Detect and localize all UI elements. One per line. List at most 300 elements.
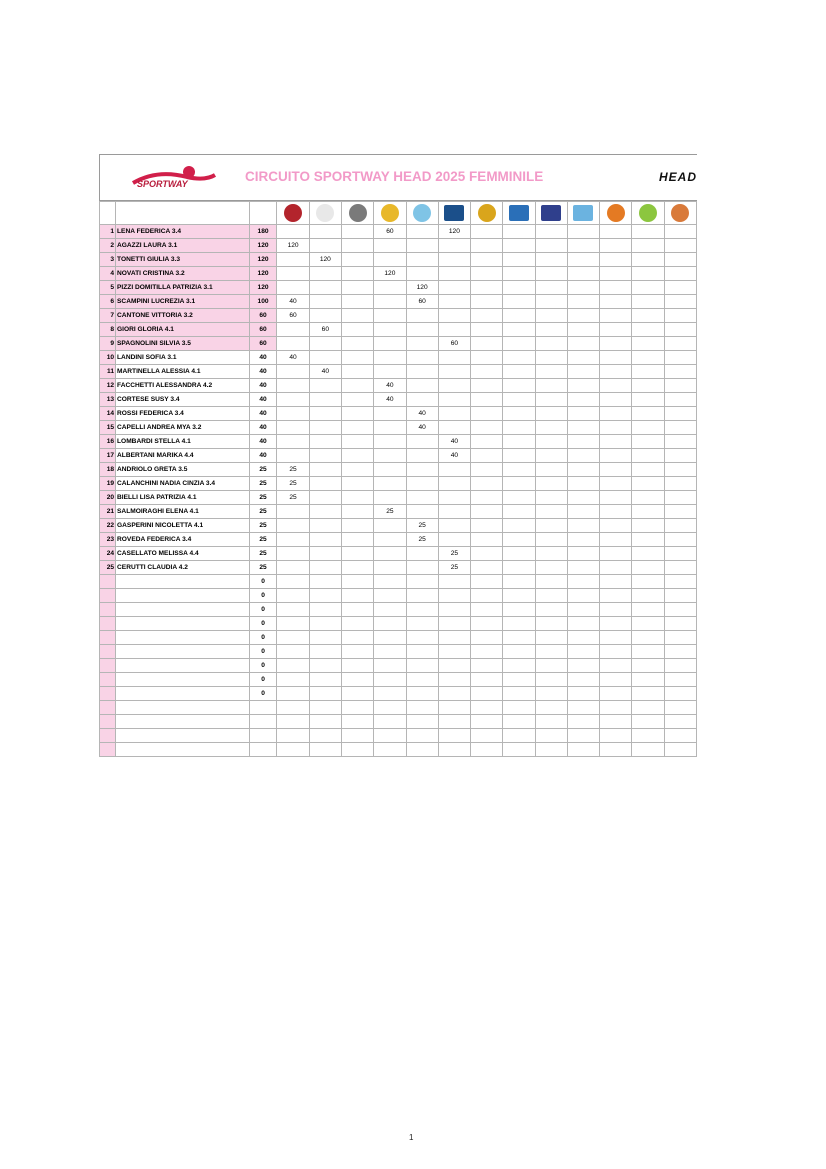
total-points-cell: 40 <box>249 365 277 379</box>
event-points-cell <box>503 617 535 631</box>
event-points-cell: 120 <box>309 253 341 267</box>
event-points-cell <box>632 547 664 561</box>
event-points-cell <box>471 575 503 589</box>
position-cell: 15 <box>100 421 116 435</box>
event-points-cell <box>471 589 503 603</box>
total-points-cell: 180 <box>249 225 277 239</box>
event-points-cell <box>438 477 470 491</box>
event-points-cell <box>471 687 503 701</box>
position-cell: 9 <box>100 337 116 351</box>
event-points-cell <box>374 589 406 603</box>
event-points-cell <box>406 715 438 729</box>
event-points-cell <box>309 435 341 449</box>
event-points-cell <box>341 309 373 323</box>
event-points-cell <box>406 631 438 645</box>
event-points-cell <box>535 225 567 239</box>
position-cell <box>100 673 116 687</box>
event-points-cell <box>374 407 406 421</box>
event-points-cell <box>600 533 632 547</box>
player-name-cell <box>116 743 250 757</box>
position-cell <box>100 743 116 757</box>
event-points-cell <box>567 309 599 323</box>
club-logo-green-yellow-icon <box>639 204 657 222</box>
ranking-table <box>99 201 697 757</box>
logo-text: SPORTWAY <box>137 179 188 189</box>
position-cell <box>100 715 116 729</box>
club-logo-light-text-icon <box>573 205 593 221</box>
event-points-cell: 120 <box>374 267 406 281</box>
table-row <box>100 645 697 659</box>
event-points-cell <box>471 491 503 505</box>
event-points-cell <box>632 309 664 323</box>
player-name-cell <box>116 617 250 631</box>
event-points-cell <box>600 491 632 505</box>
event-points-cell <box>567 645 599 659</box>
event-points-cell <box>664 407 696 421</box>
event-points-cell <box>503 687 535 701</box>
event-points-cell <box>374 421 406 435</box>
event-points-cell <box>535 519 567 533</box>
event-points-cell <box>374 435 406 449</box>
player-name-cell: SPAGNOLINI SILVIA 3.5 <box>116 337 250 351</box>
event-points-cell <box>406 645 438 659</box>
player-name-cell: GASPERINI NICOLETTA 4.1 <box>116 519 250 533</box>
table-row <box>100 547 697 561</box>
event-points-cell <box>471 603 503 617</box>
logo-cell <box>438 202 470 225</box>
event-points-cell <box>277 505 309 519</box>
position-cell: 20 <box>100 491 116 505</box>
event-points-cell <box>535 589 567 603</box>
position-cell: 24 <box>100 547 116 561</box>
event-points-cell <box>664 267 696 281</box>
event-points-cell <box>406 393 438 407</box>
logo-cell <box>632 202 664 225</box>
event-points-cell <box>438 701 470 715</box>
player-name-cell <box>116 603 250 617</box>
event-points-cell <box>406 253 438 267</box>
player-name-cell: ALBERTANI MARIKA 4.4 <box>116 449 250 463</box>
table-row <box>100 393 697 407</box>
logo-cell <box>503 202 535 225</box>
table-row <box>100 701 697 715</box>
event-points-cell <box>567 631 599 645</box>
event-points-cell <box>503 575 535 589</box>
event-points-cell <box>535 393 567 407</box>
event-points-cell <box>374 449 406 463</box>
event-points-cell <box>600 281 632 295</box>
position-cell <box>100 645 116 659</box>
event-points-cell <box>341 477 373 491</box>
table-row <box>100 743 697 757</box>
player-name-cell: CASELLATO MELISSA 4.4 <box>116 547 250 561</box>
table-row <box>100 603 697 617</box>
event-points-cell <box>567 421 599 435</box>
event-points-cell <box>341 519 373 533</box>
event-points-cell <box>600 253 632 267</box>
event-points-cell <box>277 365 309 379</box>
total-points-cell: 25 <box>249 463 277 477</box>
event-points-cell: 60 <box>374 225 406 239</box>
event-points-cell <box>438 281 470 295</box>
event-points-cell <box>406 617 438 631</box>
event-points-cell <box>600 589 632 603</box>
player-name-cell: SALMOIRAGHI ELENA 4.1 <box>116 505 250 519</box>
event-points-cell <box>632 463 664 477</box>
event-points-cell <box>471 729 503 743</box>
event-points-cell <box>600 295 632 309</box>
event-points-cell <box>632 491 664 505</box>
event-points-cell <box>600 603 632 617</box>
total-points-cell: 0 <box>249 575 277 589</box>
event-points-cell <box>600 351 632 365</box>
event-points-cell <box>600 547 632 561</box>
event-points-cell <box>535 435 567 449</box>
event-points-cell <box>503 491 535 505</box>
total-points-cell: 60 <box>249 309 277 323</box>
event-points-cell: 40 <box>277 351 309 365</box>
event-points-cell <box>567 281 599 295</box>
event-points-cell <box>438 631 470 645</box>
event-points-cell <box>503 421 535 435</box>
club-logo-blue-text-icon <box>509 205 529 221</box>
event-points-cell <box>438 645 470 659</box>
event-points-cell <box>309 687 341 701</box>
event-points-cell <box>535 309 567 323</box>
event-points-cell <box>341 715 373 729</box>
event-points-cell <box>374 547 406 561</box>
event-points-cell: 25 <box>277 491 309 505</box>
event-points-cell <box>277 631 309 645</box>
event-points-cell <box>471 421 503 435</box>
event-points-cell <box>503 253 535 267</box>
event-points-cell <box>309 407 341 421</box>
event-points-cell <box>535 743 567 757</box>
event-points-cell <box>567 379 599 393</box>
event-points-cell <box>309 239 341 253</box>
event-points-cell: 40 <box>277 295 309 309</box>
event-points-cell <box>664 645 696 659</box>
player-name-cell: CORTESE SUSY 3.4 <box>116 393 250 407</box>
table-row <box>100 533 697 547</box>
event-points-cell <box>503 351 535 365</box>
event-points-cell <box>535 659 567 673</box>
event-points-cell <box>535 239 567 253</box>
event-points-cell <box>567 253 599 267</box>
event-points-cell <box>471 239 503 253</box>
event-points-cell <box>309 505 341 519</box>
club-logo-tennis-circle-icon <box>413 204 431 222</box>
event-points-cell <box>471 267 503 281</box>
total-points-cell: 0 <box>249 589 277 603</box>
table-row <box>100 323 697 337</box>
player-name-cell <box>116 673 250 687</box>
player-name-cell: TONETTI GIULIA 3.3 <box>116 253 250 267</box>
event-points-cell <box>471 715 503 729</box>
table-row <box>100 687 697 701</box>
total-points-cell: 25 <box>249 491 277 505</box>
event-points-cell <box>535 701 567 715</box>
position-cell: 12 <box>100 379 116 393</box>
event-points-cell <box>535 645 567 659</box>
player-name-cell: LOMBARDI STELLA 4.1 <box>116 435 250 449</box>
event-points-cell <box>374 337 406 351</box>
event-points-cell <box>664 547 696 561</box>
event-points-cell <box>406 351 438 365</box>
event-points-cell <box>535 715 567 729</box>
event-points-cell <box>471 323 503 337</box>
event-points-cell <box>471 449 503 463</box>
event-points-cell <box>600 239 632 253</box>
event-points-cell <box>277 337 309 351</box>
event-points-cell <box>277 421 309 435</box>
event-points-cell <box>567 505 599 519</box>
event-points-cell <box>567 519 599 533</box>
event-points-cell <box>438 323 470 337</box>
event-points-cell <box>632 435 664 449</box>
table-row <box>100 463 697 477</box>
event-points-cell <box>503 589 535 603</box>
total-points-cell: 40 <box>249 393 277 407</box>
position-cell: 7 <box>100 309 116 323</box>
event-points-cell <box>567 561 599 575</box>
event-points-cell: 40 <box>406 407 438 421</box>
logo-cell <box>600 202 632 225</box>
event-points-cell <box>600 435 632 449</box>
event-points-cell <box>567 267 599 281</box>
event-points-cell <box>535 295 567 309</box>
total-points-cell: 40 <box>249 449 277 463</box>
event-points-cell <box>374 477 406 491</box>
table-row <box>100 561 697 575</box>
position-cell: 22 <box>100 519 116 533</box>
event-points-cell <box>567 673 599 687</box>
event-points-cell <box>277 225 309 239</box>
player-name-cell: ANDRIOLO GRETA 3.5 <box>116 463 250 477</box>
event-points-cell <box>406 239 438 253</box>
player-name-cell <box>116 589 250 603</box>
total-points-cell <box>249 715 277 729</box>
event-points-cell <box>309 743 341 757</box>
event-points-cell <box>664 365 696 379</box>
event-points-cell <box>341 505 373 519</box>
event-points-cell <box>632 701 664 715</box>
event-points-cell <box>632 393 664 407</box>
event-points-cell <box>438 575 470 589</box>
event-points-cell <box>664 673 696 687</box>
table-row <box>100 631 697 645</box>
event-points-cell <box>600 449 632 463</box>
event-points-cell <box>471 533 503 547</box>
player-name-cell <box>116 575 250 589</box>
event-points-cell <box>471 547 503 561</box>
logo-cell <box>341 202 373 225</box>
event-points-cell <box>374 309 406 323</box>
event-points-cell <box>632 239 664 253</box>
event-points-cell <box>309 379 341 393</box>
event-points-cell <box>406 505 438 519</box>
event-points-cell <box>277 659 309 673</box>
event-points-cell <box>341 631 373 645</box>
event-points-cell <box>503 435 535 449</box>
event-points-cell <box>438 519 470 533</box>
event-points-cell <box>632 351 664 365</box>
event-points-cell <box>567 575 599 589</box>
position-cell: 13 <box>100 393 116 407</box>
event-points-cell <box>341 449 373 463</box>
total-points-cell: 60 <box>249 337 277 351</box>
event-points-cell: 40 <box>309 365 341 379</box>
event-points-cell <box>567 477 599 491</box>
event-points-cell <box>632 407 664 421</box>
event-points-cell <box>341 743 373 757</box>
total-points-cell: 40 <box>249 351 277 365</box>
event-points-cell <box>277 323 309 337</box>
event-points-cell <box>664 323 696 337</box>
event-points-cell <box>535 449 567 463</box>
table-row <box>100 729 697 743</box>
logo-cell <box>406 202 438 225</box>
event-points-cell <box>567 351 599 365</box>
event-points-cell <box>341 729 373 743</box>
event-points-cell <box>309 533 341 547</box>
event-points-cell <box>664 575 696 589</box>
total-points-cell <box>249 743 277 757</box>
event-points-cell: 120 <box>406 281 438 295</box>
event-points-cell <box>567 701 599 715</box>
event-points-cell <box>664 505 696 519</box>
event-points-cell <box>374 673 406 687</box>
event-points-cell <box>438 533 470 547</box>
event-points-cell <box>664 659 696 673</box>
table-row <box>100 267 697 281</box>
event-points-cell <box>277 379 309 393</box>
event-points-cell <box>277 435 309 449</box>
event-points-cell <box>341 267 373 281</box>
event-points-cell <box>309 659 341 673</box>
table-row <box>100 239 697 253</box>
event-points-cell <box>567 365 599 379</box>
table-row <box>100 519 697 533</box>
event-points-cell <box>664 337 696 351</box>
event-points-cell <box>503 477 535 491</box>
event-points-cell <box>309 547 341 561</box>
event-points-cell <box>438 239 470 253</box>
event-points-cell <box>309 491 341 505</box>
event-points-cell <box>438 407 470 421</box>
event-points-cell <box>664 253 696 267</box>
event-points-cell <box>600 687 632 701</box>
event-points-cell <box>438 715 470 729</box>
event-points-cell <box>341 575 373 589</box>
event-points-cell <box>277 449 309 463</box>
player-name-cell: MARTINELLA ALESSIA 4.1 <box>116 365 250 379</box>
event-points-cell <box>664 729 696 743</box>
event-points-cell <box>471 519 503 533</box>
event-points-cell <box>567 407 599 421</box>
total-points-cell: 60 <box>249 323 277 337</box>
event-points-cell <box>600 561 632 575</box>
player-name-cell: LANDINI SOFIA 3.1 <box>116 351 250 365</box>
event-points-cell <box>503 505 535 519</box>
event-points-cell <box>309 393 341 407</box>
sportway-logo <box>127 163 219 191</box>
total-points-cell: 25 <box>249 547 277 561</box>
event-points-cell <box>567 743 599 757</box>
event-points-cell <box>471 309 503 323</box>
position-cell: 11 <box>100 365 116 379</box>
event-points-cell <box>535 631 567 645</box>
event-points-cell <box>277 253 309 267</box>
event-points-cell <box>471 463 503 477</box>
event-points-cell: 40 <box>438 449 470 463</box>
event-points-cell <box>664 379 696 393</box>
ranking-rows <box>100 225 697 757</box>
sheet-header <box>99 154 697 201</box>
position-cell: 23 <box>100 533 116 547</box>
event-points-cell <box>535 407 567 421</box>
event-points-cell <box>567 337 599 351</box>
event-points-cell <box>471 505 503 519</box>
total-points-cell: 25 <box>249 561 277 575</box>
event-points-cell <box>664 519 696 533</box>
event-points-cell <box>309 421 341 435</box>
event-points-cell <box>503 225 535 239</box>
event-points-cell: 40 <box>406 421 438 435</box>
event-points-cell <box>664 631 696 645</box>
event-points-cell <box>471 435 503 449</box>
event-points-cell: 40 <box>374 379 406 393</box>
event-points-cell <box>406 225 438 239</box>
position-cell: 16 <box>100 435 116 449</box>
event-points-cell <box>632 659 664 673</box>
event-points-cell <box>438 743 470 757</box>
event-points-cell <box>503 449 535 463</box>
event-points-cell <box>341 673 373 687</box>
event-points-cell <box>632 449 664 463</box>
event-points-cell <box>471 673 503 687</box>
event-points-cell <box>341 435 373 449</box>
event-points-cell <box>503 547 535 561</box>
logo-cell <box>535 202 567 225</box>
event-points-cell <box>374 659 406 673</box>
event-points-cell <box>341 603 373 617</box>
table-row <box>100 253 697 267</box>
table-row <box>100 715 697 729</box>
event-points-cell <box>567 491 599 505</box>
event-points-cell <box>567 295 599 309</box>
event-points-cell <box>406 561 438 575</box>
event-points-cell <box>600 463 632 477</box>
club-logo-padel-tennis-icon <box>541 205 561 221</box>
event-points-cell <box>535 561 567 575</box>
logo-cell <box>471 202 503 225</box>
event-points-cell <box>277 673 309 687</box>
event-points-cell <box>600 519 632 533</box>
position-cell <box>100 603 116 617</box>
event-points-cell <box>374 729 406 743</box>
event-points-cell <box>600 379 632 393</box>
total-points-cell: 40 <box>249 421 277 435</box>
event-points-cell <box>535 603 567 617</box>
event-points-cell <box>535 351 567 365</box>
event-points-cell <box>438 589 470 603</box>
position-cell <box>100 687 116 701</box>
event-points-cell <box>600 309 632 323</box>
position-cell <box>100 729 116 743</box>
player-name-cell: PIZZI DOMITILLA PATRIZIA 3.1 <box>116 281 250 295</box>
event-points-cell <box>309 715 341 729</box>
